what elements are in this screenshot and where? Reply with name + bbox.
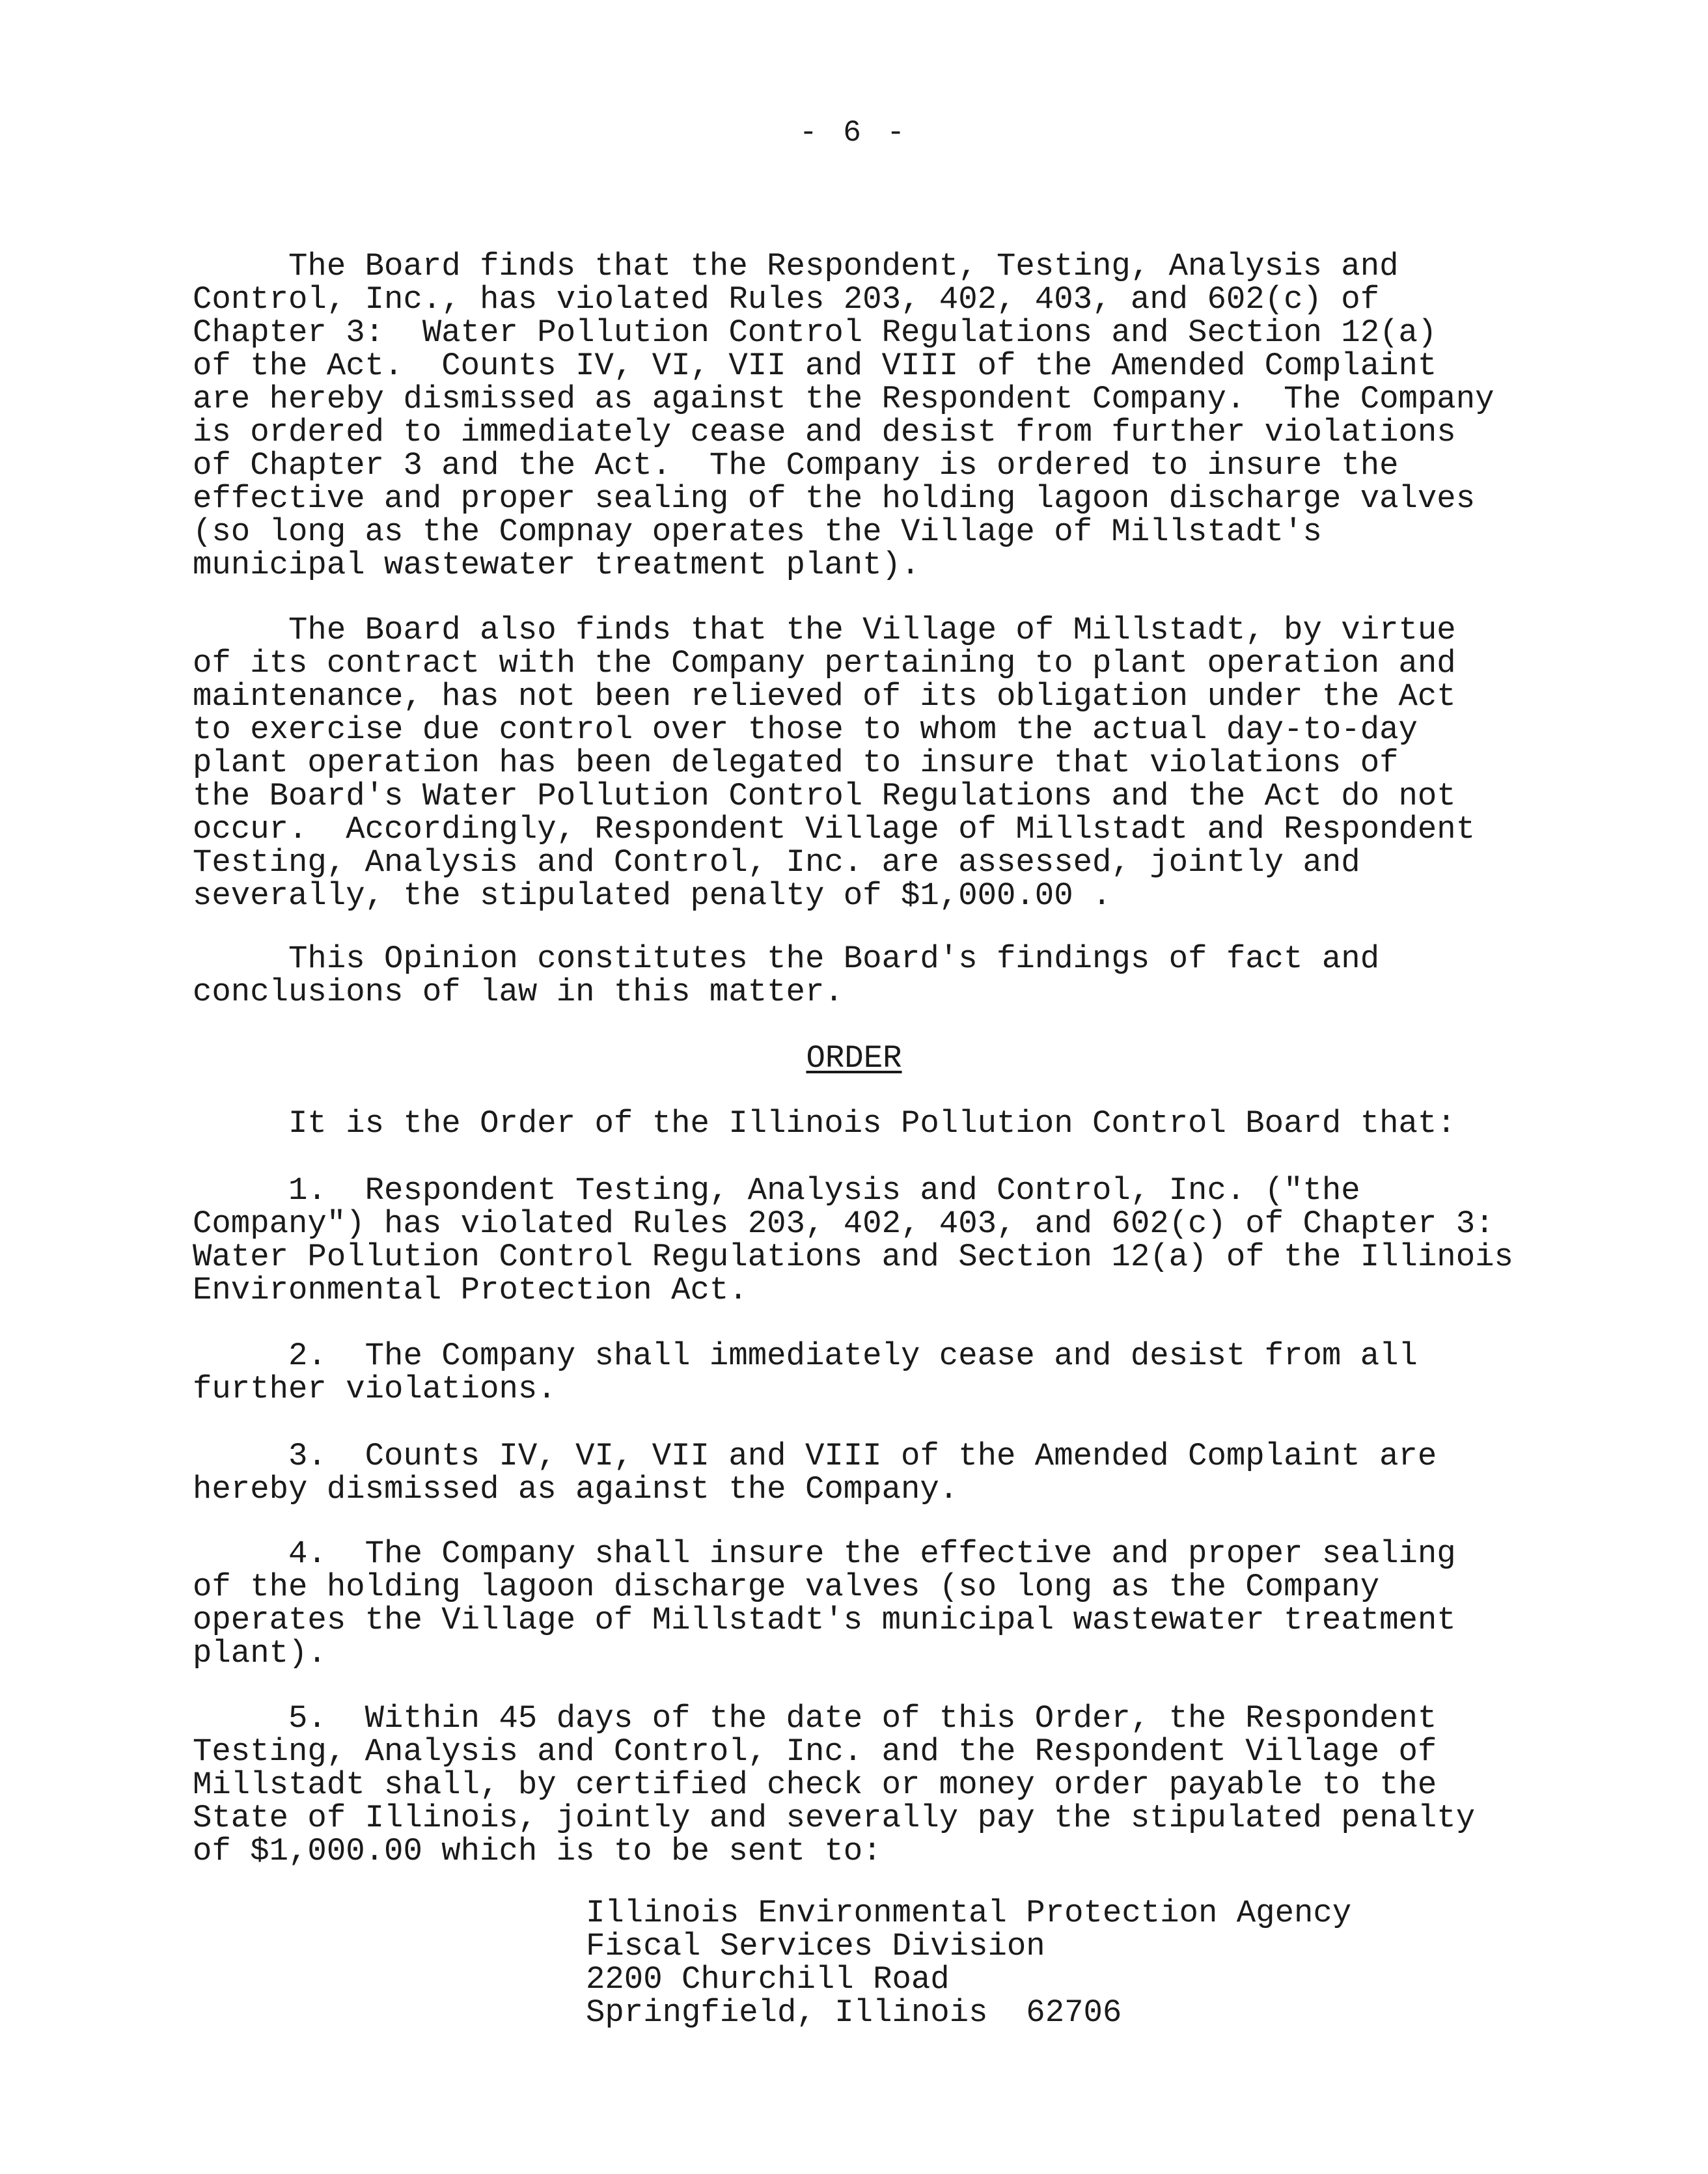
address-line-city: Springfield, Illinois 62706 — [586, 1994, 1122, 2031]
order-item-5: 5. Within 45 days of the date of this Order, the Respondent Testing, Analysis and Control, Inc. and the Respondent Village of Millstadt shall, by certified check or money order payable to the State of Illinois, jointly and severally pay the stipulated penalty of $1,000.00 which is to be sent to: — [193, 1700, 1476, 1869]
page-number: - 6 - — [799, 116, 909, 150]
address-line-agency: Illinois Environmental Protection Agency — [586, 1895, 1352, 1931]
order-item-1: 1. Respondent Testing, Analysis and Control, Inc. ("the Company") has violated Rules 203, 402, 403, and 602(c) of Chapter 3: Water Pollution Control Regulations and Section 12(a) of the Illinois Environmental Protection Act. — [193, 1172, 1513, 1308]
order-heading: ORDER — [806, 1040, 902, 1077]
address-line-division: Fiscal Services Division — [586, 1928, 1045, 1964]
order-item-4: 4. The Company shall insure the effective and proper sealing of the holding lagoon discharge valves (so long as the Company operates the Village of Millstadt's municipal wastewater treatment plant). — [193, 1535, 1456, 1672]
mailing-address — [586, 1897, 1351, 2030]
address-line-street: 2200 Churchill Road — [586, 1961, 950, 1998]
paragraph-opinion-statement: This Opinion constitutes the Board's findings of fact and conclusions of law in this matter. — [193, 941, 1380, 1010]
order-item-3: 3. Counts IV, VI, VII and VIII of the Amended Complaint are hereby dismissed as against the Company. — [193, 1438, 1437, 1507]
order-intro: It is the Order of the Illinois Pollution Control Board that: — [193, 1105, 1456, 1142]
paragraph-findings-company: The Board finds that the Respondent, Testing, Analysis and Control, Inc., has violated Rules 203, 402, 403, and 602(c) of Chapter 3: Water Pollution Control Regulations and Section 12(a) of the Act. Counts IV, VI, VII and VIII of the Amended Complaint are hereby dismissed as against the Respondent Company. The Company is ordered to immediately cease and desist from further violations of Chapter 3 and the Act. The Company is ordered to insure the effective and proper sealing of the holding lagoon discharge valves (so long as the Compnay operates the Village of Millstadt's municipal wastewater treatment plant). — [193, 248, 1494, 583]
paragraph-findings-village: The Board also finds that the Village of Millstadt, by virtue of its contract with the Company pertaining to plant operation and maintenance, has not been relieved of its obligation under the Act to exercise due control over those to whom the actual day-to-day plant operation has been delegated to insure that violations of the Board's Water Pollution Control Regulations and the Act do not occur. Accordingly, Respondent Village of Millstadt and Respondent Testing, Analysis and Control, Inc. are assessed, jointly and severally, the stipulated penalty of $1,000.00 . — [193, 612, 1476, 914]
order-item-2: 2. The Company shall immediately cease and desist from all further violations. — [193, 1338, 1418, 1407]
